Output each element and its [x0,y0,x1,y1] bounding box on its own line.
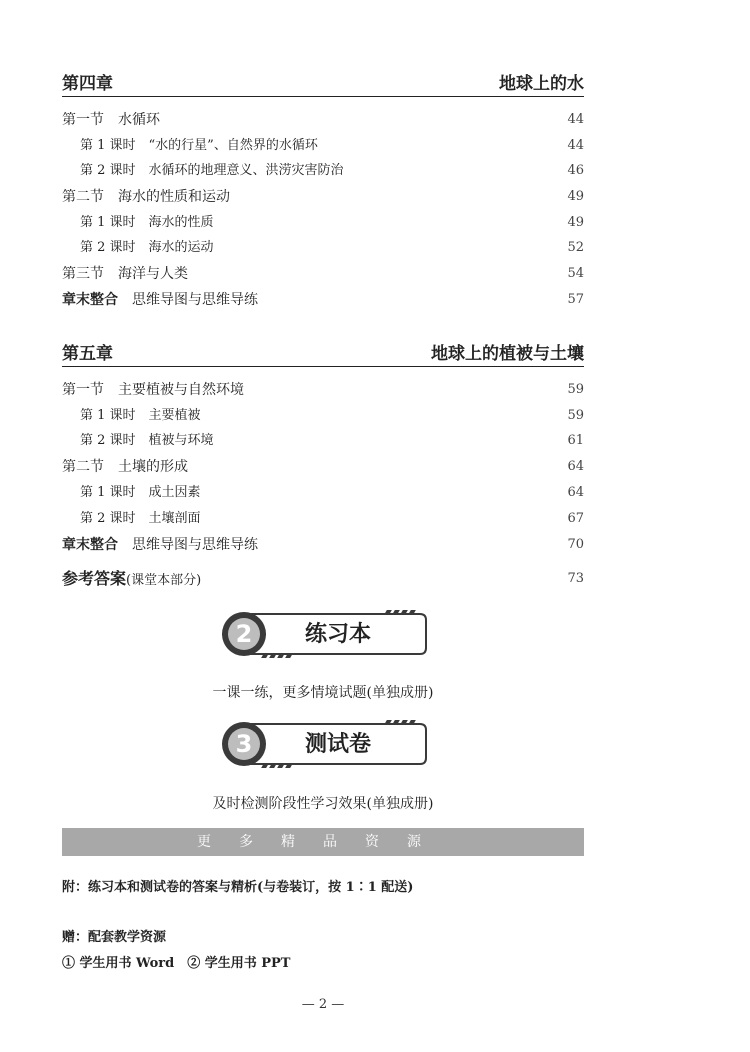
badge-number: 2 [235,620,253,648]
resource-bar: 更多精品资源 [62,828,584,856]
workbook-badge [220,608,430,660]
toc-section[interactable]: 第二节 土壤的形成 64 [62,459,584,475]
toc-summary[interactable]: 章末整合 思维导图与思维导练 57 [62,292,584,308]
toc-answers[interactable]: 参考答案(课堂本部分) 73 [62,569,584,588]
toc-lesson[interactable]: 第 1 课时 主要植被 59 [80,408,584,423]
chapter-title: 地球上的植被与土壤 [431,344,584,364]
toc-lesson[interactable]: 第 1 课时 “水的行星”、自然界的水循环 44 [80,138,584,153]
toc-lesson[interactable]: 第 1 课时 海水的性质 49 [80,215,584,230]
toc-lesson[interactable]: 第 2 课时 海水的运动 52 [80,240,584,255]
gift-items: ① 学生用书 Word ② 学生用书 PPT [62,956,291,971]
toc-lesson[interactable]: 第 2 课时 水循环的地理意义、洪涝灾害防治 46 [80,163,584,178]
badge-title: 测试卷 [304,732,372,757]
badge-title: 练习本 [304,622,372,647]
toc-section[interactable]: 第一节 水循环 44 [62,112,584,128]
testbook-caption: 及时检测阶段性学习效果(单独成册) [212,796,434,812]
toc-section[interactable]: 第一节 主要植被与自然环境 59 [62,382,584,398]
page-number: — 2 — [301,997,345,1012]
toc-lesson[interactable]: 第 2 课时 土壤剖面 67 [80,511,584,526]
toc-section[interactable]: 第二节 海水的性质和运动 49 [62,189,584,205]
chapter-4-header [62,72,584,97]
toc-summary[interactable]: 章末整合 思维导图与思维导练 70 [62,537,584,553]
chapter-title: 地球上的水 [499,74,584,94]
workbook-caption: 一课一练，更多情境试题(单独成册) [212,685,434,701]
toc-lesson[interactable]: 第 1 课时 成土因素 64 [80,485,584,500]
chapter-5-header [62,342,584,367]
testbook-badge [220,718,430,770]
toc-section[interactable]: 第三节 海洋与人类 54 [62,266,584,282]
chapter-number: 第五章 [62,344,113,364]
attach-note: 附：练习本和测试卷的答案与精析(与卷装订，按 1∶1 配送) [62,880,414,895]
badge-number: 3 [235,730,253,758]
toc-lesson[interactable]: 第 2 课时 植被与环境 61 [80,433,584,448]
gift-title: 赠：配套教学资源 [62,930,167,945]
chapter-number: 第四章 [62,74,113,94]
